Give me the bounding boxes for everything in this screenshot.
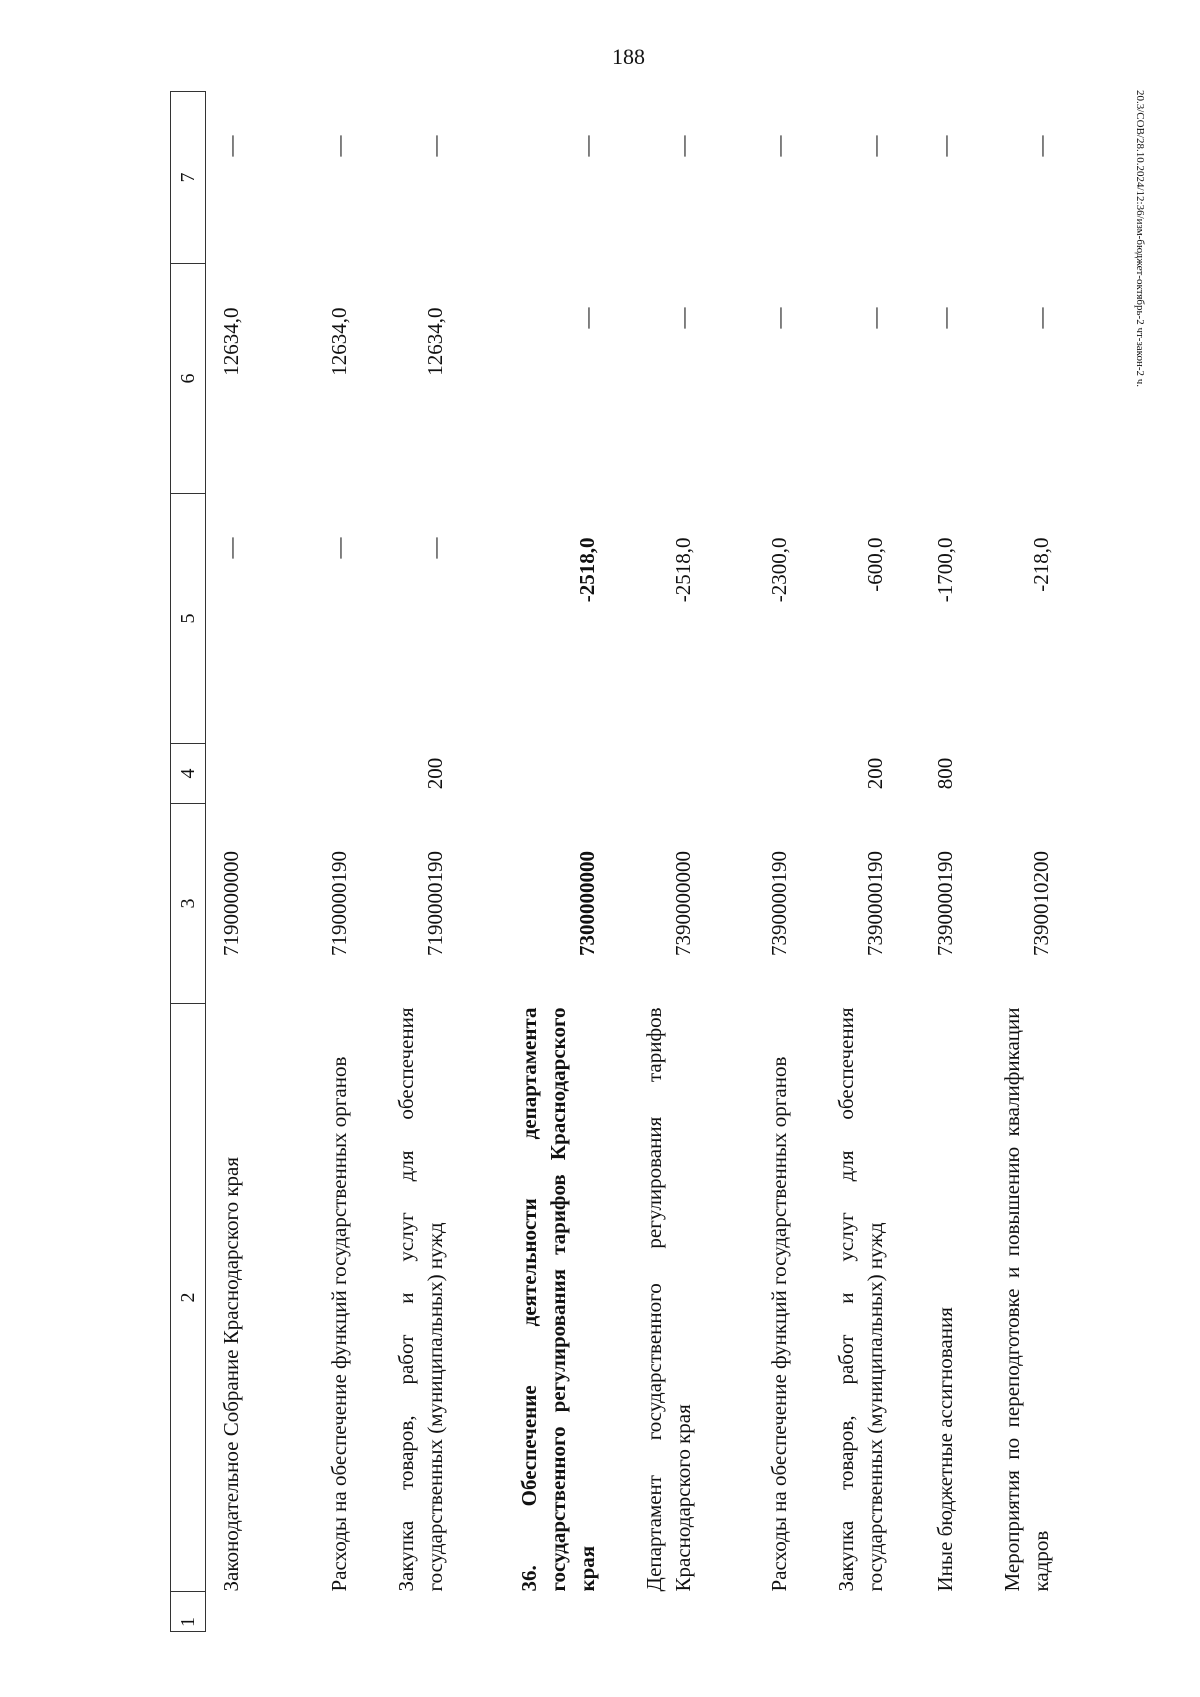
row-value-5-text: -2300,0 (766, 537, 791, 603)
row-value-6 (898, 264, 968, 494)
table-row (610, 92, 706, 1632)
row-code (362, 804, 458, 1004)
row-code-text: 7190000190 (422, 851, 447, 956)
row-index-cell (802, 1592, 898, 1632)
row-value-7 (610, 92, 706, 264)
row-value-5 (206, 494, 254, 744)
row-value-5-text: -600,0 (862, 537, 887, 592)
row-value-6 (968, 264, 1064, 494)
row-value-6-text: 12634,0 (422, 307, 447, 376)
table-row (898, 92, 968, 1632)
row-name (898, 1004, 968, 1592)
row-code (610, 804, 706, 1004)
row-value-5 (362, 494, 458, 744)
row-value-7-text: — (218, 135, 243, 157)
row-value-7-text: — (932, 135, 957, 157)
row-value-5 (898, 494, 968, 744)
row-value-5 (254, 494, 362, 744)
row-name-text: Закупка товаров, работ и услуг для обеспечения государственных (муниципальных) нужд (833, 1007, 887, 1592)
row-value-5 (610, 494, 706, 744)
row-value-6-text: — (766, 307, 791, 329)
header-col-5: 5 (171, 494, 206, 744)
row-value-7 (706, 92, 802, 264)
row-name-text: Расходы на обеспечение функций государственных органов (326, 1056, 351, 1592)
row-name-text: Иные бюджетные ассигнования (932, 1307, 957, 1592)
row-value-7 (254, 92, 362, 264)
row-value-6-text: 12634,0 (218, 307, 243, 376)
row-name (458, 1004, 610, 1592)
row-expense-type-text: 200 (422, 757, 447, 790)
header-col-6: 6 (171, 264, 206, 494)
row-code-text: 7390000000 (670, 851, 695, 956)
row-expense-type (802, 744, 898, 804)
row-value-5-text: — (326, 537, 351, 559)
row-index-cell (362, 1592, 458, 1632)
row-index-cell (968, 1592, 1064, 1632)
row-value-7 (898, 92, 968, 264)
row-value-5 (802, 494, 898, 744)
row-code-text: 7190000190 (326, 851, 351, 956)
row-value-7-text: — (862, 135, 887, 157)
row-code (458, 804, 610, 1004)
document-footer-code: 20.3/СОВ/28.10.2024/12:36/изм-бюджет-октябрь-2 чт-закон-2 ч. (1134, 90, 1146, 388)
row-name (254, 1004, 362, 1592)
row-value-6 (254, 264, 362, 494)
row-value-5-text: — (422, 537, 447, 559)
row-expense-type (898, 744, 968, 804)
row-expense-type (968, 744, 1064, 804)
table-row (802, 92, 898, 1632)
row-value-6 (458, 264, 610, 494)
row-code (206, 804, 254, 1004)
row-index-cell (206, 1592, 254, 1632)
row-value-6 (706, 264, 802, 494)
row-value-5-text: -2518,0 (670, 537, 695, 603)
table-row (968, 92, 1064, 1632)
row-value-6-text: — (932, 307, 957, 329)
row-expense-type (362, 744, 458, 804)
row-code-text: 7390000190 (932, 851, 957, 956)
row-value-5 (706, 494, 802, 744)
row-value-5 (458, 494, 610, 744)
row-index-cell (898, 1592, 968, 1632)
row-expense-type-text: 200 (862, 757, 887, 790)
header-row (171, 92, 206, 1632)
row-value-6-text: — (670, 307, 695, 329)
row-expense-type (706, 744, 802, 804)
row-value-5-text: -218,0 (1028, 537, 1053, 592)
row-code-text: 7190000000 (218, 851, 243, 956)
row-name (706, 1004, 802, 1592)
row-value-6-text: — (574, 307, 599, 329)
row-value-5-text: — (218, 537, 243, 559)
row-value-7-text: — (670, 135, 695, 157)
row-name-text: Мероприятия по переподготовке и повышению квалификации кадров (999, 1007, 1053, 1592)
row-code (802, 804, 898, 1004)
row-code-text: 7300000000 (574, 851, 599, 956)
row-name-text: Департамент государственного регулирования тарифов Краснодарского края (641, 1007, 695, 1592)
row-code (898, 804, 968, 1004)
row-name (968, 1004, 1064, 1592)
row-value-6-text: — (862, 307, 887, 329)
row-expense-type (458, 744, 610, 804)
row-code (968, 804, 1064, 1004)
row-value-7 (802, 92, 898, 264)
row-code (706, 804, 802, 1004)
row-index-cell (610, 1592, 706, 1632)
header-col-3: 3 (171, 804, 206, 1004)
header-col-1: 1 (171, 1592, 206, 1632)
row-value-6 (802, 264, 898, 494)
page-number: 188 (612, 44, 645, 69)
row-name-text: Расходы на обеспечение функций государственных органов (766, 1056, 791, 1592)
row-name-text: Законодательное Собрание Краснодарского края (218, 1156, 243, 1592)
row-expense-type (610, 744, 706, 804)
row-index-cell (254, 1592, 362, 1632)
row-value-6 (362, 264, 458, 494)
row-name (610, 1004, 706, 1592)
row-value-6 (206, 264, 254, 494)
row-value-6-text: — (1028, 307, 1053, 329)
table-row (206, 92, 254, 1632)
row-value-7 (362, 92, 458, 264)
row-code-text: 7390010200 (1028, 851, 1053, 956)
row-value-7-text: — (326, 135, 351, 157)
rotated-table-sheet (170, 92, 1200, 1632)
table-row (254, 92, 362, 1632)
row-value-7-text: — (766, 135, 791, 157)
row-value-7 (458, 92, 610, 264)
row-value-5-text: -1700,0 (932, 537, 957, 603)
row-value-7 (206, 92, 254, 264)
row-value-5 (968, 494, 1064, 744)
row-index-cell (458, 1592, 610, 1632)
row-code (254, 804, 362, 1004)
header-col-7: 7 (171, 92, 206, 264)
row-name (802, 1004, 898, 1592)
row-name-text: 36. Обеспечение деятельности департамента государственного регулирования тарифов Краснодарского края (516, 1007, 599, 1592)
table-row (362, 92, 458, 1632)
row-name (206, 1004, 254, 1592)
row-value-5-text: -2518,0 (574, 537, 599, 603)
budget-table (170, 91, 1064, 1632)
row-value-6-text: 12634,0 (326, 307, 351, 376)
table-row (458, 92, 610, 1632)
row-expense-type (206, 744, 254, 804)
header-col-2: 2 (171, 1004, 206, 1592)
row-name-text: Закупка товаров, работ и услуг для обеспечения государственных (муниципальных) нужд (393, 1007, 447, 1592)
row-name (362, 1004, 458, 1592)
table-row (706, 92, 802, 1632)
row-code-text: 7390000190 (862, 851, 887, 956)
row-value-6 (610, 264, 706, 494)
row-expense-type-text: 800 (932, 757, 957, 790)
row-value-7-text: — (422, 135, 447, 157)
header-col-4: 4 (171, 744, 206, 804)
row-value-7-text: — (574, 135, 599, 157)
row-expense-type (254, 744, 362, 804)
row-value-7-text: — (1028, 135, 1053, 157)
row-index-cell (706, 1592, 802, 1632)
row-value-7 (968, 92, 1064, 264)
row-code-text: 7390000190 (766, 851, 791, 956)
